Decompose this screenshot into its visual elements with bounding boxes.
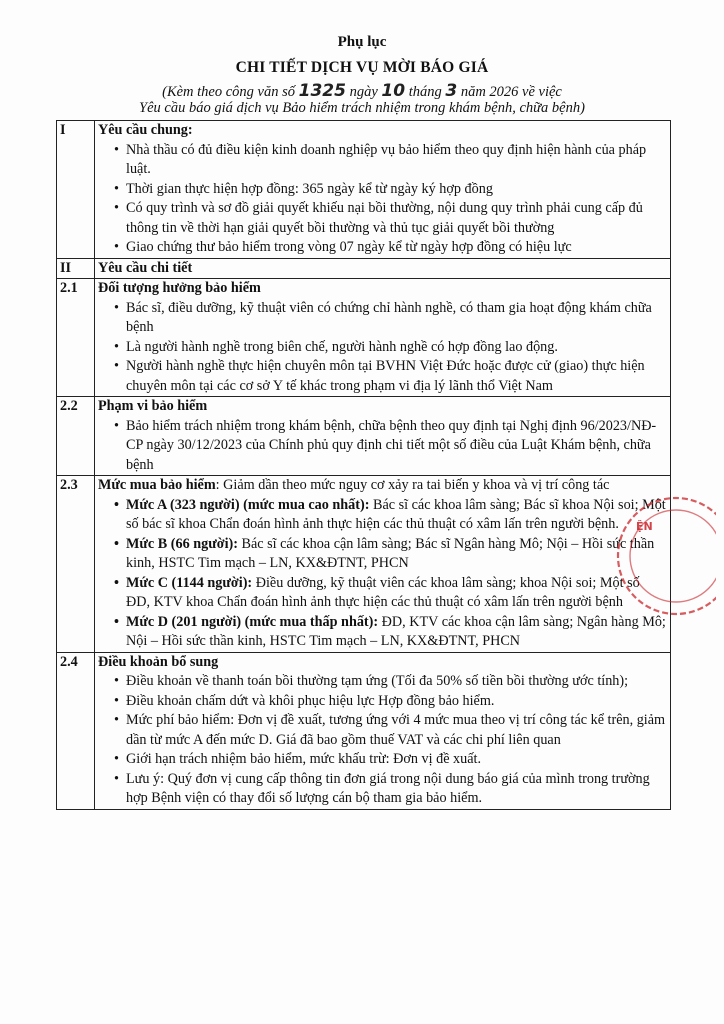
list-item: • Giao chứng thư bảo hiểm trong vòng 07 ngày kể từ ngày hợp đồng có hiệu lực <box>114 239 572 255</box>
section-row <box>57 476 671 653</box>
section-content <box>95 121 671 259</box>
list-item: • Là người hành nghề trong biên chế, người hành nghề có hợp đồng lao động. <box>114 338 558 355</box>
list-item: • Mức B (66 người): Bác sĩ các khoa cận lâm sàng; Bác sĩ Ngân hàng Mô; Nội – Hồi sức thần kinh, HSTC Tim mạch – LN, KX&ĐTNT, PHCN <box>114 535 655 571</box>
list-item: • Bảo hiểm trách nhiệm trong khám bệnh, chữa bệnh theo quy định tại Nghị định 96/2023/NĐ-CP ngày 30/12/2023 của Chính phủ quy định chi tiết một số điều của Luật Khám bệnh, chữa bệnh <box>114 417 657 473</box>
section-content <box>95 279 671 397</box>
section-row <box>57 397 671 476</box>
list-item: • Mức C (1144 người): Điều dưỡng, kỹ thuật viên các khoa lâm sàng; khoa Nội soi; Một số ĐD, KTV khoa Chẩn đoán hình ảnh thực hiện các thủ thuật có xâm lấn trên người bệnh <box>114 574 640 610</box>
handwritten-month: 3 <box>445 81 458 101</box>
section-content <box>95 258 671 279</box>
list-item: • Mức D (201 người) (mức mua thấp nhất): ĐD, KTV các khoa cận lâm sàng; Ngân hàng Mô; Nội – Hồi sức thần kinh, HSTC Tim mạch – LN, KX&ĐTNT, PHCN <box>114 613 666 649</box>
reference-line <box>0 81 724 101</box>
section-row <box>57 258 671 279</box>
section-number: II <box>57 258 95 279</box>
list-item: • Người hành nghề thực hiện chuyên môn tại BVHN Việt Đức hoặc được cử (giao) thực hiện chuyên môn tại các cơ sở Y tế khác trong phạm vi địa lý lãnh thổ Việt Nam <box>114 358 645 394</box>
list-item: • Thời gian thực hiện hợp đồng: 365 ngày kể từ ngày ký hợp đồng <box>114 180 493 197</box>
list-item: • Có quy trình và sơ đồ giải quyết khiếu nại bồi thường, nội dung quy trình phải cung cấp đủ thông tin về thời hạn giải quyết bồi thường và thủ tục giải quyết bồi thường <box>114 200 643 236</box>
handwritten-day: 10 <box>381 81 406 101</box>
list-item: • Điều khoản chấm dứt và khôi phục hiệu lực Hợp đồng bảo hiểm. <box>114 692 495 709</box>
section-intro: : Giảm dần theo mức nguy cơ xảy ra tai biến y khoa và vị trí công tác <box>215 477 610 493</box>
reference-subject: Yêu cầu báo giá dịch vụ Bảo hiểm trách nhiệm trong khám bệnh, chữa bệnh) <box>139 100 585 116</box>
section-title: Phạm vi bảo hiểm <box>98 398 208 414</box>
appendix-title: Phụ lục <box>337 34 387 50</box>
reference-prefix: (Kèm theo công văn số <box>162 84 295 100</box>
section-title: Đối tượng hưởng bảo hiểm <box>98 280 261 296</box>
section-content <box>95 476 671 653</box>
section-title: Mức mua bảo hiểm <box>98 477 216 493</box>
list-item: • Mức phí bảo hiểm: Đơn vị đề xuất, tương ứng với 4 mức mua theo vị trí công tác kể trên, giảm dần từ mức A đến mức D. Giá đã bao gồm thuế VAT và các chi phí liên quan <box>114 712 666 748</box>
handwritten-doc-number: 1325 <box>298 81 346 101</box>
section-heading <box>98 476 667 496</box>
section-row <box>57 652 671 809</box>
section-row <box>57 279 671 397</box>
list-item: • Lưu ý: Quý đơn vị cung cấp thông tin đơn giá trong nội dung báo giá của mình trong trường hợp Bệnh viện có thay đổi số lượng cán bộ tham gia bảo hiểm. <box>114 770 650 806</box>
section-title: Yêu cầu chung: <box>98 122 193 138</box>
section-content <box>95 397 671 476</box>
list-item: • Nhà thầu có đủ điều kiện kinh doanh nghiệp vụ bảo hiểm theo quy định hiện hành của pháp luật. <box>114 141 647 177</box>
requirements-table <box>56 120 671 810</box>
section-number: I <box>57 121 95 259</box>
list-item: • Giới hạn trách nhiệm bảo hiểm, mức khấu trừ: Đơn vị đề xuất. <box>114 751 482 767</box>
reference-month-label: tháng <box>408 84 442 100</box>
document-subtitle: CHI TIẾT DỊCH VỤ MỜI BÁO GIÁ <box>235 59 489 76</box>
section-number: 2.3 <box>57 476 95 653</box>
list-item: • Điều khoản về thanh toán bồi thường tạm ứng (Tối đa 50% số tiền bồi thường ước tính); <box>114 673 629 689</box>
list-item: • Bác sĩ, điều dưỡng, kỹ thuật viên có chứng chỉ hành nghề, có tham gia hoạt động khám chữa bệnh <box>114 299 652 335</box>
section-content <box>95 652 671 809</box>
section-title: Điều khoản bổ sung <box>98 653 219 670</box>
reference-day-label: ngày <box>349 84 378 100</box>
reference-year-text: năm 2026 về việc <box>460 84 562 100</box>
section-title: Yêu cầu chi tiết <box>98 259 193 276</box>
stamp-text: ỆN <box>636 520 653 533</box>
section-number: 2.4 <box>57 652 95 809</box>
list-item: • Mức A (323 người) (mức mua cao nhất): Bác sĩ các khoa lâm sàng; Bác sĩ khoa Nội soi; Một số bác sĩ khoa Chẩn đoán hình ảnh thực hiện các thủ thuật có xâm lấn trên người bệnh. <box>114 496 666 532</box>
section-number: 2.2 <box>57 397 95 476</box>
section-row <box>57 121 671 259</box>
section-number: 2.1 <box>57 279 95 397</box>
